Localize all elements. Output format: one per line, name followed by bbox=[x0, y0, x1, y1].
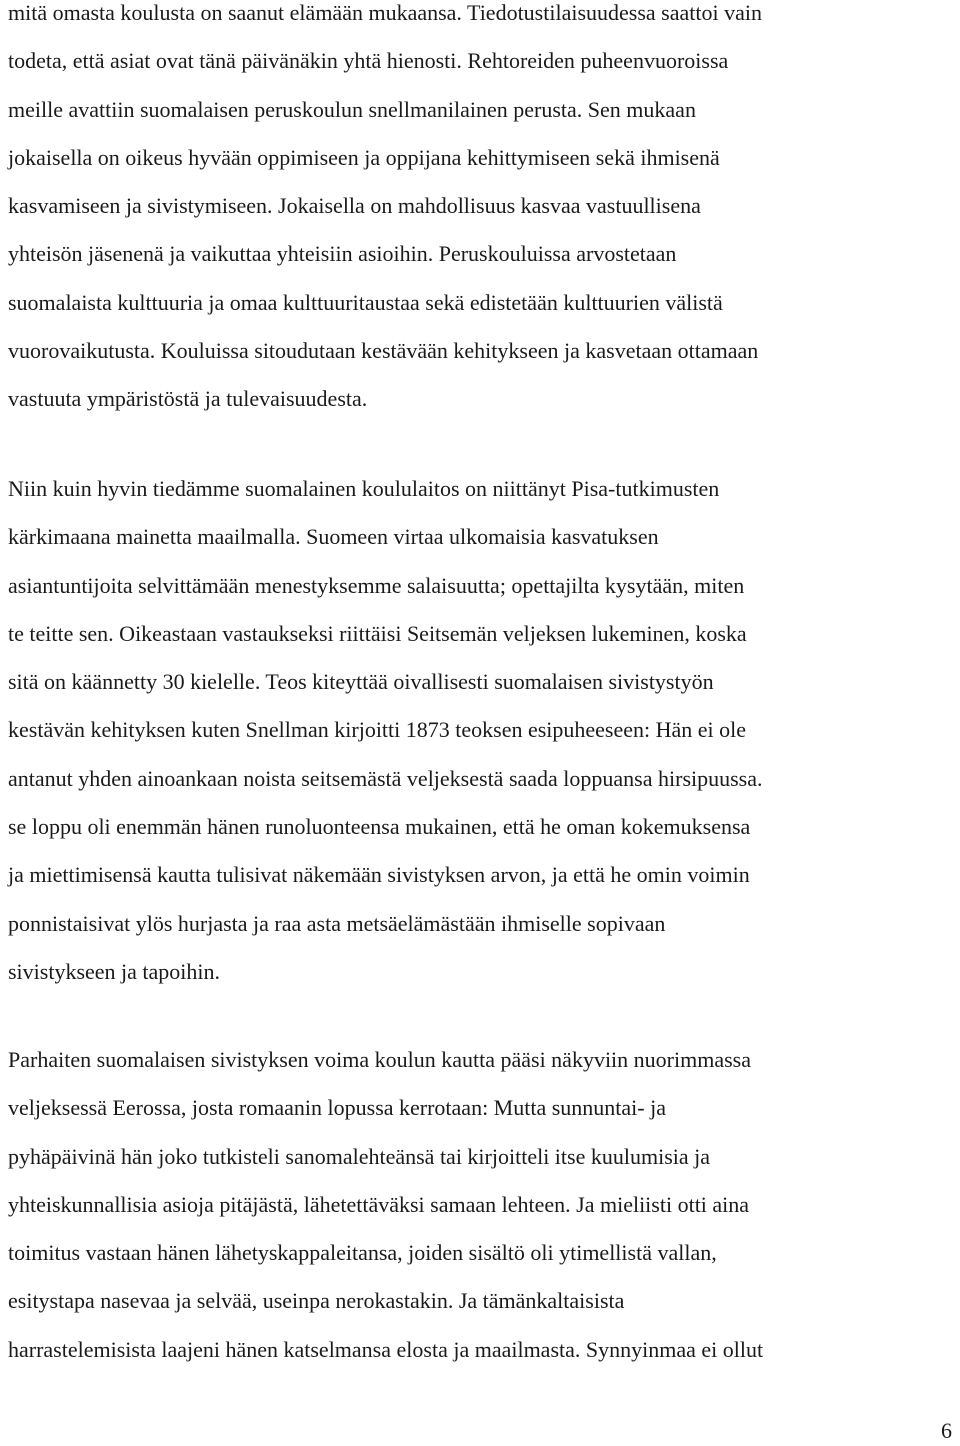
text-line: sivistykseen ja tapoihin. bbox=[8, 958, 221, 984]
text-line: todeta, että asiat ovat tänä päivänäkin yhtä hienosti. Rehtoreiden puheenvuoroissa bbox=[8, 48, 729, 74]
text-line: Niin kuin hyvin tiedämme suomalainen koululaitos on niittänyt Pisa-tutkimusten bbox=[8, 476, 720, 501]
text-line: antanut yhden ainoankaan noista seitsemästä veljeksestä saada loppuansa hirsipuussa. bbox=[8, 765, 763, 791]
page-number: 6 bbox=[941, 1418, 952, 1443]
text-line: kärkimaana mainetta maailmalla. Suomeen virtaa ulkomaisia kasvatuksen bbox=[8, 524, 659, 550]
text-line: esitystapa nasevaa ja selvää, useinpa nerokastakin. Ja tämänkaltaisista bbox=[8, 1288, 625, 1314]
text-line: yhteiskunnallisia asioja pitäjästä, lähetettäväksi samaan lehteen. Ja mieliisti otti aina bbox=[8, 1191, 750, 1217]
text-line: jokaisella on oikeus hyvään oppimiseen ja oppijana kehittymiseen sekä ihmisenä bbox=[8, 144, 720, 170]
text-line: yhteisön jäsenenä ja vaikuttaa yhteisiin asioihin. Peruskouluissa arvostetaan bbox=[8, 241, 677, 267]
text-line: vuorovaikutusta. Kouluissa sitoudutaan kestävään kehitykseen ja kasvetaan ottamaan bbox=[8, 338, 759, 364]
text-line: kestävän kehityksen kuten Snellman kirjoitti 1873 teoksen esipuheeseen: Hän ei ole bbox=[8, 717, 747, 743]
text-line: kasvamiseen ja sivistymiseen. Jokaisella on mahdollisuus kasvaa vastuullisena bbox=[8, 193, 701, 219]
text-line: mitä omasta koulusta on saanut elämään mukaansa. Tiedotustilaisuudessa saattoi vain bbox=[8, 0, 762, 25]
text-line: Parhaiten suomalaisen sivistyksen voima koulun kautta pääsi näkyviin nuorimmassa bbox=[8, 1047, 751, 1072]
text-line: pyhäpäivinä hän joko tutkisteli sanomalehteänsä tai kirjoitteli itse kuulumisia ja bbox=[8, 1143, 711, 1169]
text-line: te teitte sen. Oikeastaan vastaukseksi riittäisi Seitsemän veljeksen lukeminen, koska bbox=[8, 620, 747, 646]
text-line: veljeksessä Eerossa, josta romaanin lopussa kerrotaan: Mutta sunnuntai- ja bbox=[8, 1095, 666, 1121]
text-line: sitä on käännetty 30 kielelle. Teos kiteyttää oivallisesti suomalaisen sivistystyön bbox=[8, 669, 714, 695]
paragraph bbox=[8, 465, 763, 996]
text-line: toimitus vastaan hänen lähetyskappaleitansa, joiden sisältö oli ytimellistä vallan, bbox=[8, 1240, 717, 1266]
text-line: se loppu oli enemmän hänen runoluonteensa mukainen, että he oman kokemuksensa bbox=[8, 814, 751, 840]
text-line: harrastelemisista laajeni hänen katselmansa elosta ja maailmasta. Synnyinmaa ei ollut bbox=[8, 1336, 764, 1362]
text-line: meille avattiin suomalaisen peruskoulun snellmanilainen perusta. Sen mukaan bbox=[8, 96, 696, 122]
text-line: asiantuntijoita selvittämään menestyksemme salaisuutta; opettajilta kysytään, miten bbox=[8, 572, 745, 598]
text-line: suomalaista kulttuuria ja omaa kulttuuritaustaa sekä edistetään kulttuurien välistä bbox=[8, 289, 723, 315]
text-line: ponnistaisivat ylös hurjasta ja raa asta metsäelämästään ihmiselle sopivaan bbox=[8, 910, 666, 936]
text-line: ja miettimisensä kautta tulisivat näkemään sivistyksen arvon, ja että he omin voimin bbox=[8, 862, 750, 888]
text-line: vastuuta ympäristöstä ja tulevaisuudesta. bbox=[8, 386, 368, 412]
paragraph bbox=[8, 1036, 763, 1374]
paragraph bbox=[8, 0, 762, 424]
